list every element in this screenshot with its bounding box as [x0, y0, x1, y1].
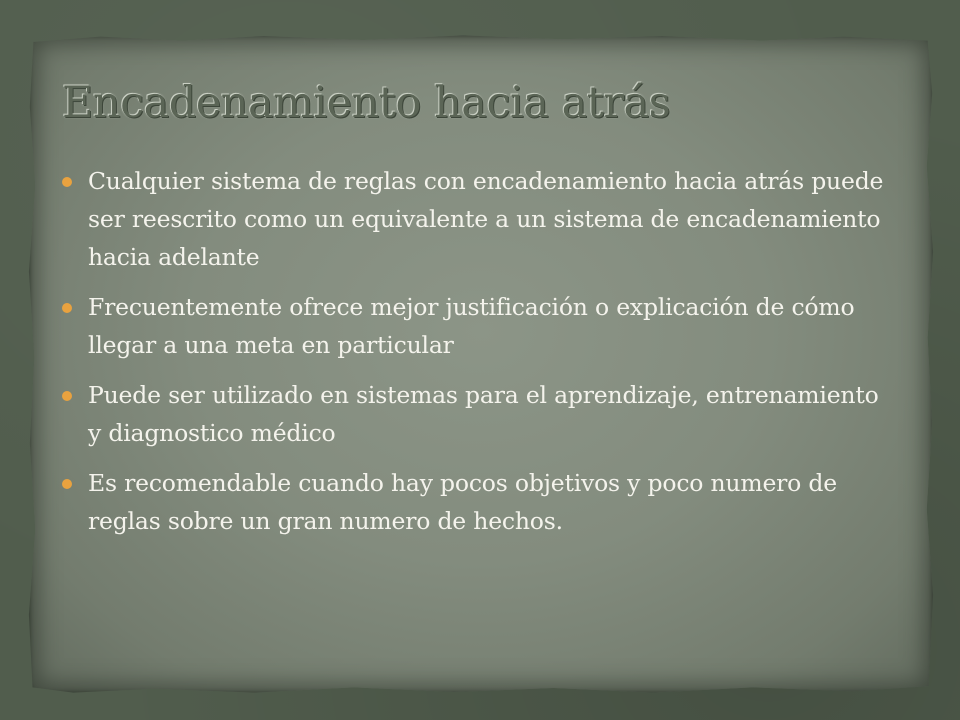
- bullet-text: Frecuentemente ofrece mejor justificación o explicación de cómo llegar a una meta en particular: [88, 293, 855, 359]
- bullet-text: Es recomendable cuando hay pocos objetivos y poco numero de reglas sobre un gran numero de hechos.: [88, 469, 837, 535]
- bullet-item: [62, 464, 892, 540]
- bullet-text: Cualquier sistema de reglas con encadenamiento hacia atrás puede ser reescrito como un equivalente a un sistema de encadenamiento hacia adelante: [88, 167, 884, 271]
- bullet-dot-icon: [62, 479, 72, 489]
- slide-title: Encadenamiento hacia atrás: [62, 78, 671, 128]
- bullet-text: Puede ser utilizado en sistemas para el aprendizaje, entrenamiento y diagnostico médico: [88, 381, 879, 447]
- bullet-list: [62, 162, 892, 552]
- bullet-item: [62, 288, 892, 364]
- bullet-item: [62, 376, 892, 452]
- bullet-item: [62, 162, 892, 276]
- bullet-dot-icon: [62, 303, 72, 313]
- bullet-dot-icon: [62, 177, 72, 187]
- bullet-dot-icon: [62, 391, 72, 401]
